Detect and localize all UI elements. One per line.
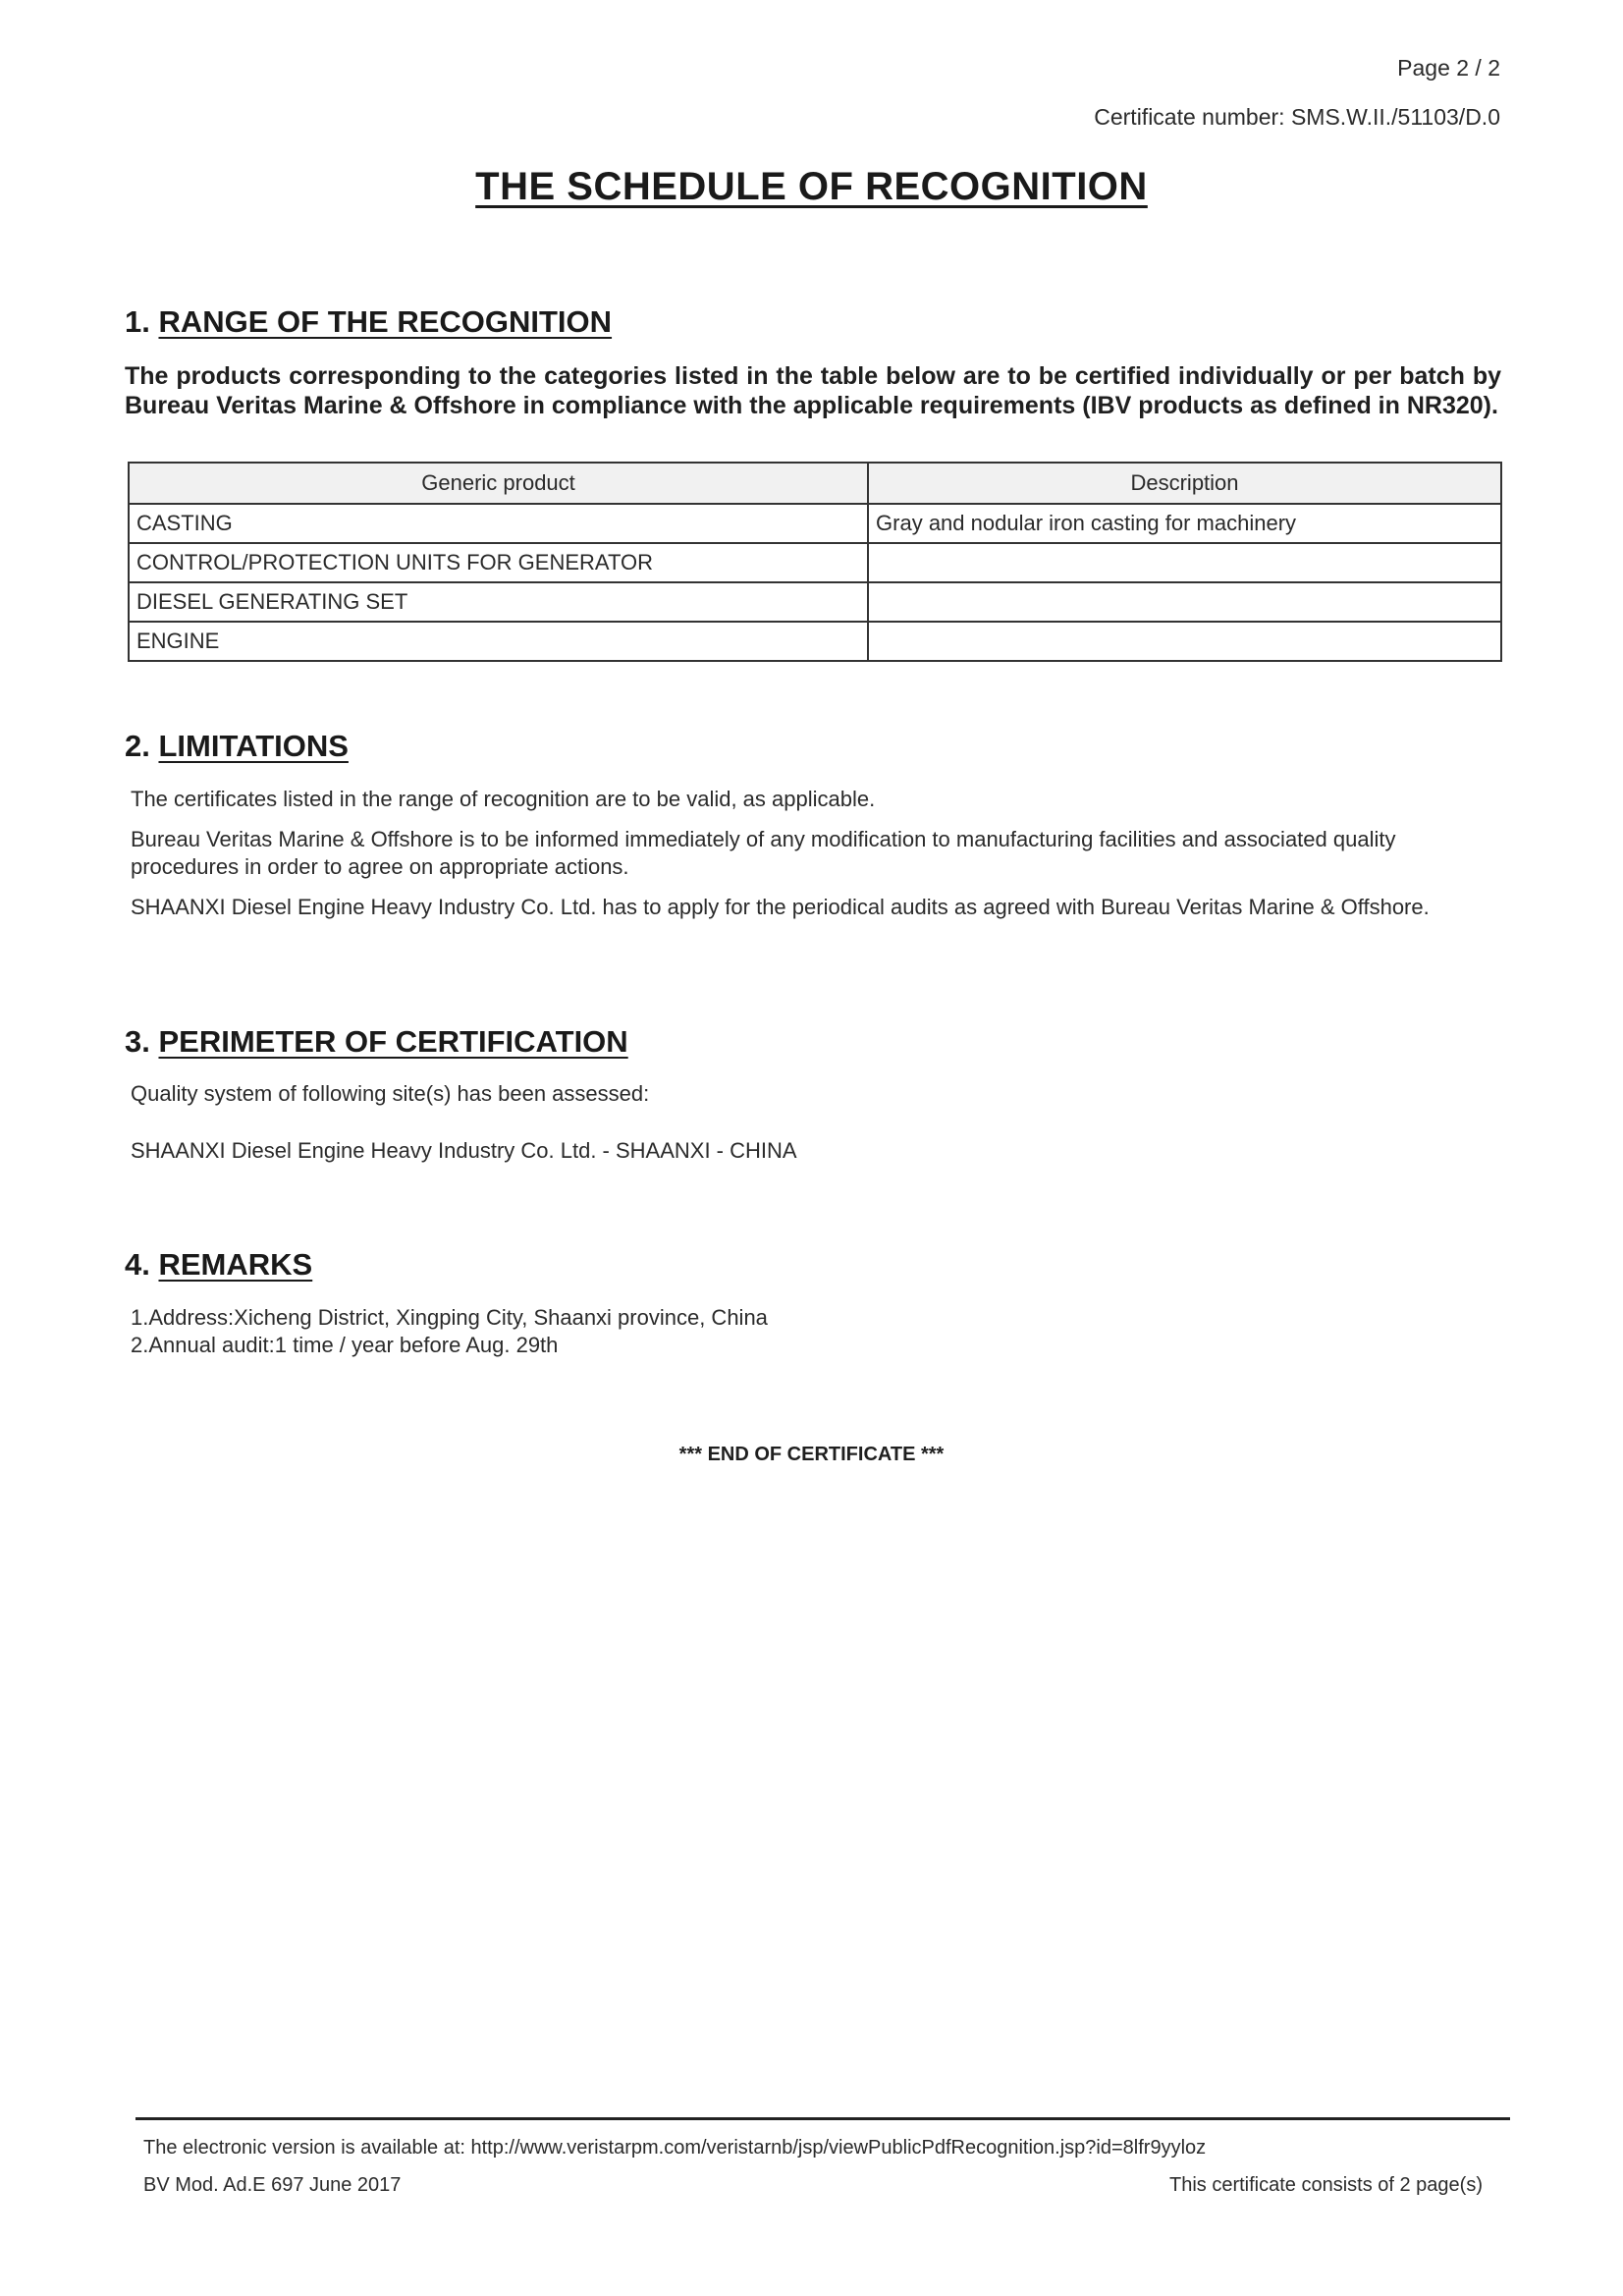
- section-heading-range: [125, 304, 612, 340]
- page-number: Page 2 / 2: [1397, 55, 1500, 81]
- section-title: REMARKS: [158, 1247, 313, 1282]
- table-row: [129, 582, 1501, 622]
- section-number: 3.: [125, 1024, 150, 1059]
- perimeter-paragraph: Quality system of following site(s) has been assessed:: [131, 1081, 650, 1106]
- remark-line: 1.Address:Xicheng District, Xingping City, Shaanxi province, China: [131, 1305, 768, 1330]
- product-cell: ENGINE: [129, 622, 868, 661]
- product-cell: CONTROL/PROTECTION UNITS FOR GENERATOR: [129, 543, 868, 582]
- product-cell: CASTING: [129, 504, 868, 543]
- section-heading-perimeter: [125, 1024, 628, 1060]
- document-title-text: THE SCHEDULE OF RECOGNITION: [475, 165, 1148, 208]
- column-header-generic-product: Generic product: [129, 463, 868, 504]
- table-header-row: [129, 463, 1501, 504]
- remark-line: 2.Annual audit:1 time / year before Aug. 29th: [131, 1333, 559, 1357]
- products-table: [128, 462, 1502, 662]
- section-title: PERIMETER OF CERTIFICATION: [158, 1024, 628, 1059]
- table-row: [129, 622, 1501, 661]
- electronic-version-note: The electronic version is available at: http://www.veristarpm.com/veristarnb/jsp/viewPublicPdfRecognition.jsp?id=8lfr9yyloz: [143, 2137, 1207, 2159]
- column-header-description: Description: [868, 463, 1501, 504]
- product-cell: DIESEL GENERATING SET: [129, 582, 868, 622]
- section-title: LIMITATIONS: [158, 729, 349, 763]
- document-title: [0, 165, 1623, 209]
- section-number: 1.: [125, 304, 150, 339]
- section-heading-remarks: [125, 1247, 312, 1283]
- footer-divider: [135, 2117, 1510, 2120]
- limitation-paragraph: Bureau Veritas Marine & Offshore is to be informed immediately of any modification to manufacturing facilities and associated quality procedures in order to agree on appropriate actions.: [131, 827, 1396, 879]
- section-number: 4.: [125, 1247, 150, 1282]
- section-heading-limitations: [125, 729, 349, 764]
- assessed-site: SHAANXI Diesel Engine Heavy Industry Co. Ltd. - SHAANXI - CHINA: [131, 1138, 797, 1163]
- limitation-paragraph: SHAANXI Diesel Engine Heavy Industry Co. Ltd. has to apply for the periodical audits as agreed with Bureau Veritas Marine & Offshore.: [131, 895, 1430, 919]
- section-number: 2.: [125, 729, 150, 763]
- range-intro-text: The products corresponding to the categories listed in the table below are to be certified individually or per batch by Bureau Veritas Marine & Offshore in compliance with the applicable requirements (IBV products as defined in NR320).: [125, 362, 1501, 419]
- table-row: [129, 504, 1501, 543]
- description-cell: Gray and nodular iron casting for machinery: [868, 504, 1501, 543]
- description-cell: [868, 543, 1501, 582]
- section-title: RANGE OF THE RECOGNITION: [158, 304, 613, 339]
- page-count-note: This certificate consists of 2 page(s): [1168, 2174, 1483, 2196]
- table-row: [129, 543, 1501, 582]
- certificate-number: Certificate number: SMS.W.II./51103/D.0: [1094, 104, 1500, 130]
- limitation-paragraph: The certificates listed in the range of recognition are to be valid, as applicable.: [131, 787, 876, 811]
- description-cell: [868, 582, 1501, 622]
- description-cell: [868, 622, 1501, 661]
- form-reference: BV Mod. Ad.E 697 June 2017: [143, 2174, 402, 2196]
- end-of-certificate: *** END OF CERTIFICATE ***: [678, 1444, 945, 1465]
